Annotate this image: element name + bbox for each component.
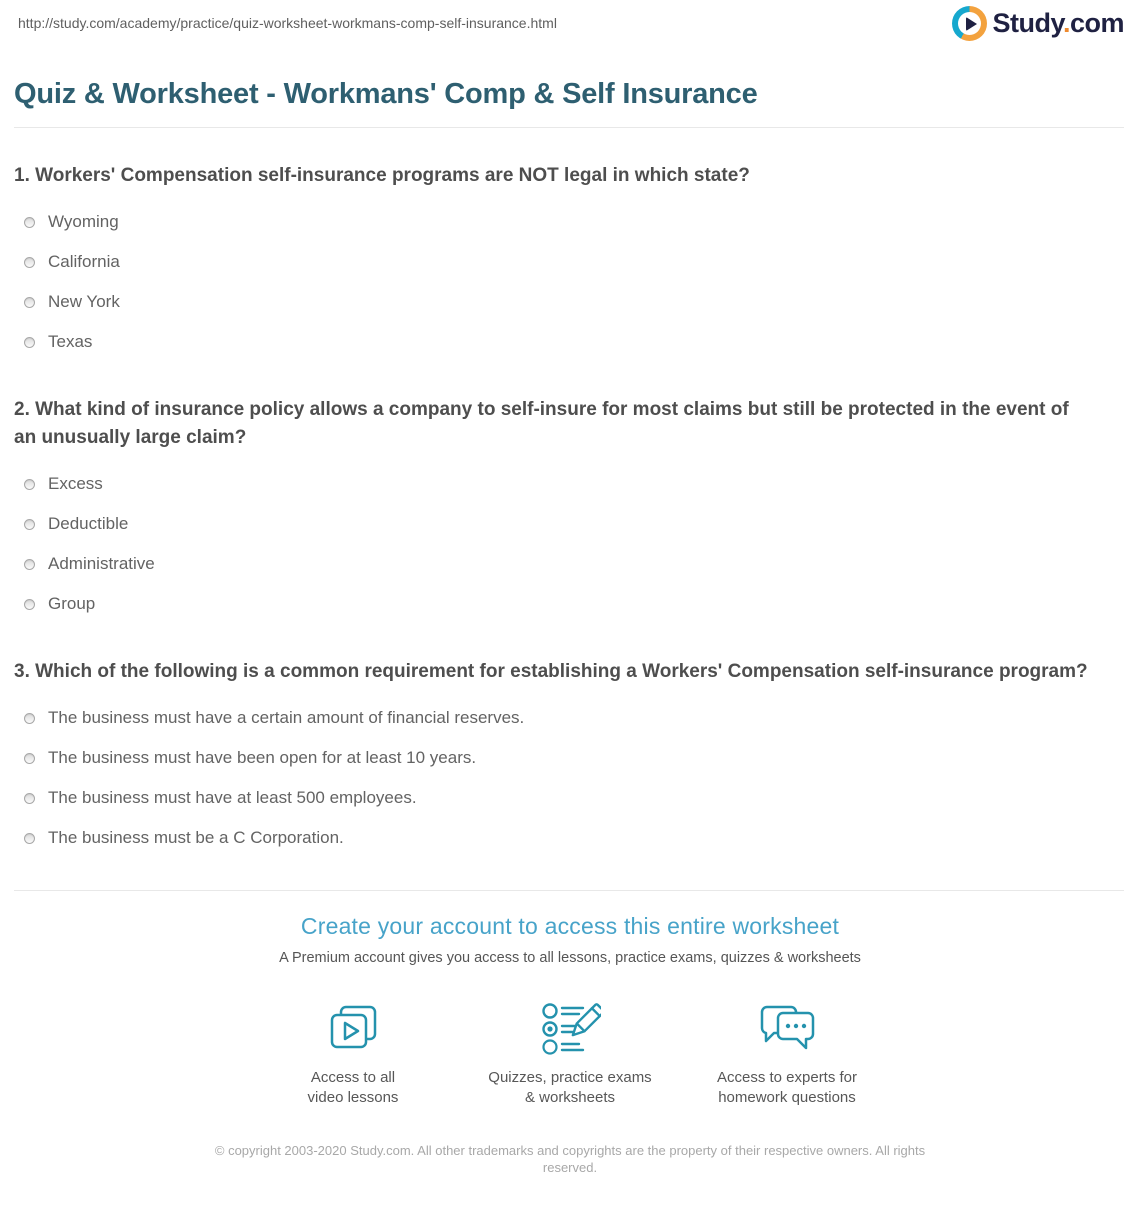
page-url: http://study.com/academy/practice/quiz-worksheet-workmans-comp-self-insurance.html xyxy=(18,15,557,31)
premium-subheading: A Premium account gives you access to all lessons, practice exams, quizzes & worksheets xyxy=(279,950,861,966)
option-label: The business must have at least 500 employees. xyxy=(48,788,417,807)
logo-dot: . xyxy=(1062,8,1070,38)
option-label: Group xyxy=(48,594,96,613)
experts-chat-icon xyxy=(679,998,896,1060)
answer-option[interactable] xyxy=(14,778,1124,818)
options-list xyxy=(14,698,1124,858)
header xyxy=(0,0,1140,52)
options-list xyxy=(14,464,1124,624)
answer-option[interactable] xyxy=(14,242,1124,282)
answer-option[interactable] xyxy=(14,504,1124,544)
question-prompt: 3. Which of the following is a common requirement for establishing a Workers' Compensation self-insurance program? xyxy=(14,661,1088,682)
answer-option[interactable] xyxy=(14,818,1124,858)
answer-option[interactable] xyxy=(14,282,1124,322)
feature-label: Access to experts for homework questions xyxy=(716,1069,858,1106)
title-divider xyxy=(14,127,1124,128)
option-label: The business must have a certain amount of financial reserves. xyxy=(48,708,525,727)
option-label: Administrative xyxy=(48,554,155,573)
question-2 xyxy=(14,396,1124,624)
section-divider xyxy=(14,890,1124,891)
create-account-link[interactable]: Create your account to access this entire worksheet xyxy=(300,913,840,939)
feature-experts-chat xyxy=(679,998,896,1108)
feature-video-lessons xyxy=(245,998,462,1108)
studycom-logo[interactable] xyxy=(952,6,1124,41)
radio-button[interactable] xyxy=(24,217,35,228)
logo-brand: Study xyxy=(992,8,1063,38)
question-3 xyxy=(14,658,1124,858)
question-prompt: 1. Workers' Compensation self-insurance programs are NOT legal in which state? xyxy=(14,165,750,186)
radio-button[interactable] xyxy=(24,753,35,764)
question-prompt: 2. What kind of insurance policy allows a company to self-insure for most claims but still be protected in the event of an unusually large claim? xyxy=(14,399,1069,448)
option-label: The business must have been open for at least 10 years. xyxy=(48,748,477,767)
answer-option[interactable] xyxy=(14,202,1124,242)
page-title: Quiz & Worksheet - Workmans' Comp & Self Insurance xyxy=(14,78,758,110)
quizzes-worksheets-icon xyxy=(462,998,679,1060)
video-lessons-icon xyxy=(245,998,462,1060)
features-row xyxy=(0,998,1140,1108)
answer-option[interactable] xyxy=(14,544,1124,584)
signup-section xyxy=(0,913,1140,1108)
answer-option[interactable] xyxy=(14,738,1124,778)
answer-option[interactable] xyxy=(14,698,1124,738)
footer xyxy=(0,1142,1140,1207)
radio-button[interactable] xyxy=(24,599,35,610)
option-label: Texas xyxy=(48,332,93,351)
options-list xyxy=(14,202,1124,362)
play-circle-icon xyxy=(952,6,987,41)
radio-button[interactable] xyxy=(24,337,35,348)
logo-tld: com xyxy=(1069,8,1124,38)
radio-button[interactable] xyxy=(24,793,35,804)
answer-option[interactable] xyxy=(14,464,1124,504)
option-label: New York xyxy=(48,292,120,311)
radio-button[interactable] xyxy=(24,713,35,724)
answer-option[interactable] xyxy=(14,322,1124,362)
radio-button[interactable] xyxy=(24,479,35,490)
option-label: The business must be a C Corporation. xyxy=(48,828,344,847)
radio-button[interactable] xyxy=(24,297,35,308)
feature-label: Quizzes, practice exams & worksheets xyxy=(488,1069,652,1106)
question-1 xyxy=(14,162,1124,362)
option-label: California xyxy=(48,252,120,271)
logo-text xyxy=(992,8,1124,39)
feature-label: Access to all video lessons xyxy=(307,1069,399,1106)
radio-button[interactable] xyxy=(24,257,35,268)
radio-button[interactable] xyxy=(24,519,35,530)
answer-option[interactable] xyxy=(14,584,1124,624)
option-label: Excess xyxy=(48,474,103,493)
radio-button[interactable] xyxy=(24,833,35,844)
copyright-text: © copyright 2003-2020 Study.com. All other trademarks and copyrights are the property of their respective owners. All rights reserved. xyxy=(214,1143,926,1175)
option-label: Wyoming xyxy=(48,212,119,231)
feature-quizzes-worksheets xyxy=(462,998,679,1108)
option-label: Deductible xyxy=(48,514,129,533)
radio-button[interactable] xyxy=(24,559,35,570)
